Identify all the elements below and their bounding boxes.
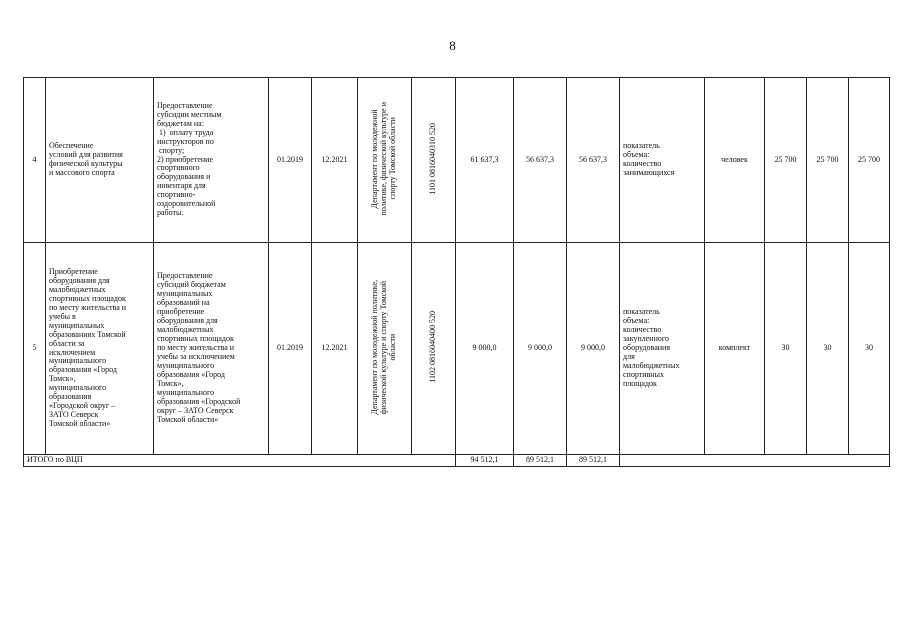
funding-2021: 56 637,3 — [567, 78, 620, 243]
target-2021: 25 700 — [849, 78, 890, 243]
event-name: Приобретение оборудования для малобюджетных спортивных площадок по месту жительства и учебы в муниципальных образованиях Томской области за исключением муниципального образования «Город Томск», муниципального образования «Городской округ – ЗАТО Северск Томской области» — [46, 243, 154, 455]
department: Департамент по молодежной политике, физической культуре и спорту Томской области — [358, 243, 412, 455]
event-name: Обеспечение условий для развития физической культуры и массового спорта — [46, 78, 154, 243]
total-label: ИТОГО по ВЦП — [24, 455, 456, 467]
target-2021: 30 — [849, 243, 890, 455]
unit: человек — [705, 78, 765, 243]
start-date: 01.2019 — [269, 78, 312, 243]
event-description: Предоставление субсидии местным бюджетам на: 1) оплату труда инструкторов по спорту; 2) приобретение спортивного оборудования и инвентаря для спортивно- оздоровительной работы. — [154, 78, 269, 243]
total-row — [24, 455, 890, 467]
unit: комплект — [705, 243, 765, 455]
total-empty — [620, 455, 890, 467]
funding-2020: 56 637,3 — [514, 78, 567, 243]
table-row — [24, 78, 890, 243]
target-2020: 25 700 — [807, 78, 849, 243]
row-number: 5 — [24, 243, 46, 455]
event-description: Предоставление субсидий бюджетам муниципальных образований на приобретение оборудования для малобюджетных спортивных площадок по месту жительства и учебы за исключением муниципального образования «Город Томск», муниципального образования «Городской округ – ЗАТО Северск Томской области» — [154, 243, 269, 455]
total-2021: 89 512,1 — [567, 455, 620, 467]
total-2019: 94 512,1 — [456, 455, 514, 467]
indicator: показатель объема: количество занимающихся — [620, 78, 705, 243]
budget-code: 1102 0816040400 520 — [412, 243, 456, 455]
target-2019: 25 700 — [765, 78, 807, 243]
row-number: 4 — [24, 78, 46, 243]
end-date: 12.2021 — [312, 243, 358, 455]
target-2019: 30 — [765, 243, 807, 455]
department: Департамент по молодежной политике, физической культуре и спорту Томской области — [358, 78, 412, 243]
funding-2020: 9 000,0 — [514, 243, 567, 455]
funding-2019: 9 000,0 — [456, 243, 514, 455]
start-date: 01.2019 — [269, 243, 312, 455]
funding-2021: 9 000,0 — [567, 243, 620, 455]
indicator: показатель объема: количество закупленного оборудования для малобюджетных спортивных площадок — [620, 243, 705, 455]
page-number: 8 — [449, 38, 456, 53]
target-2020: 30 — [807, 243, 849, 455]
total-2020: 89 512,1 — [514, 455, 567, 467]
budget-code: 1101 0816040310 520 — [412, 78, 456, 243]
end-date: 12.2021 — [312, 78, 358, 243]
table-row — [24, 243, 890, 455]
funding-2019: 61 637,3 — [456, 78, 514, 243]
program-table — [23, 77, 890, 467]
